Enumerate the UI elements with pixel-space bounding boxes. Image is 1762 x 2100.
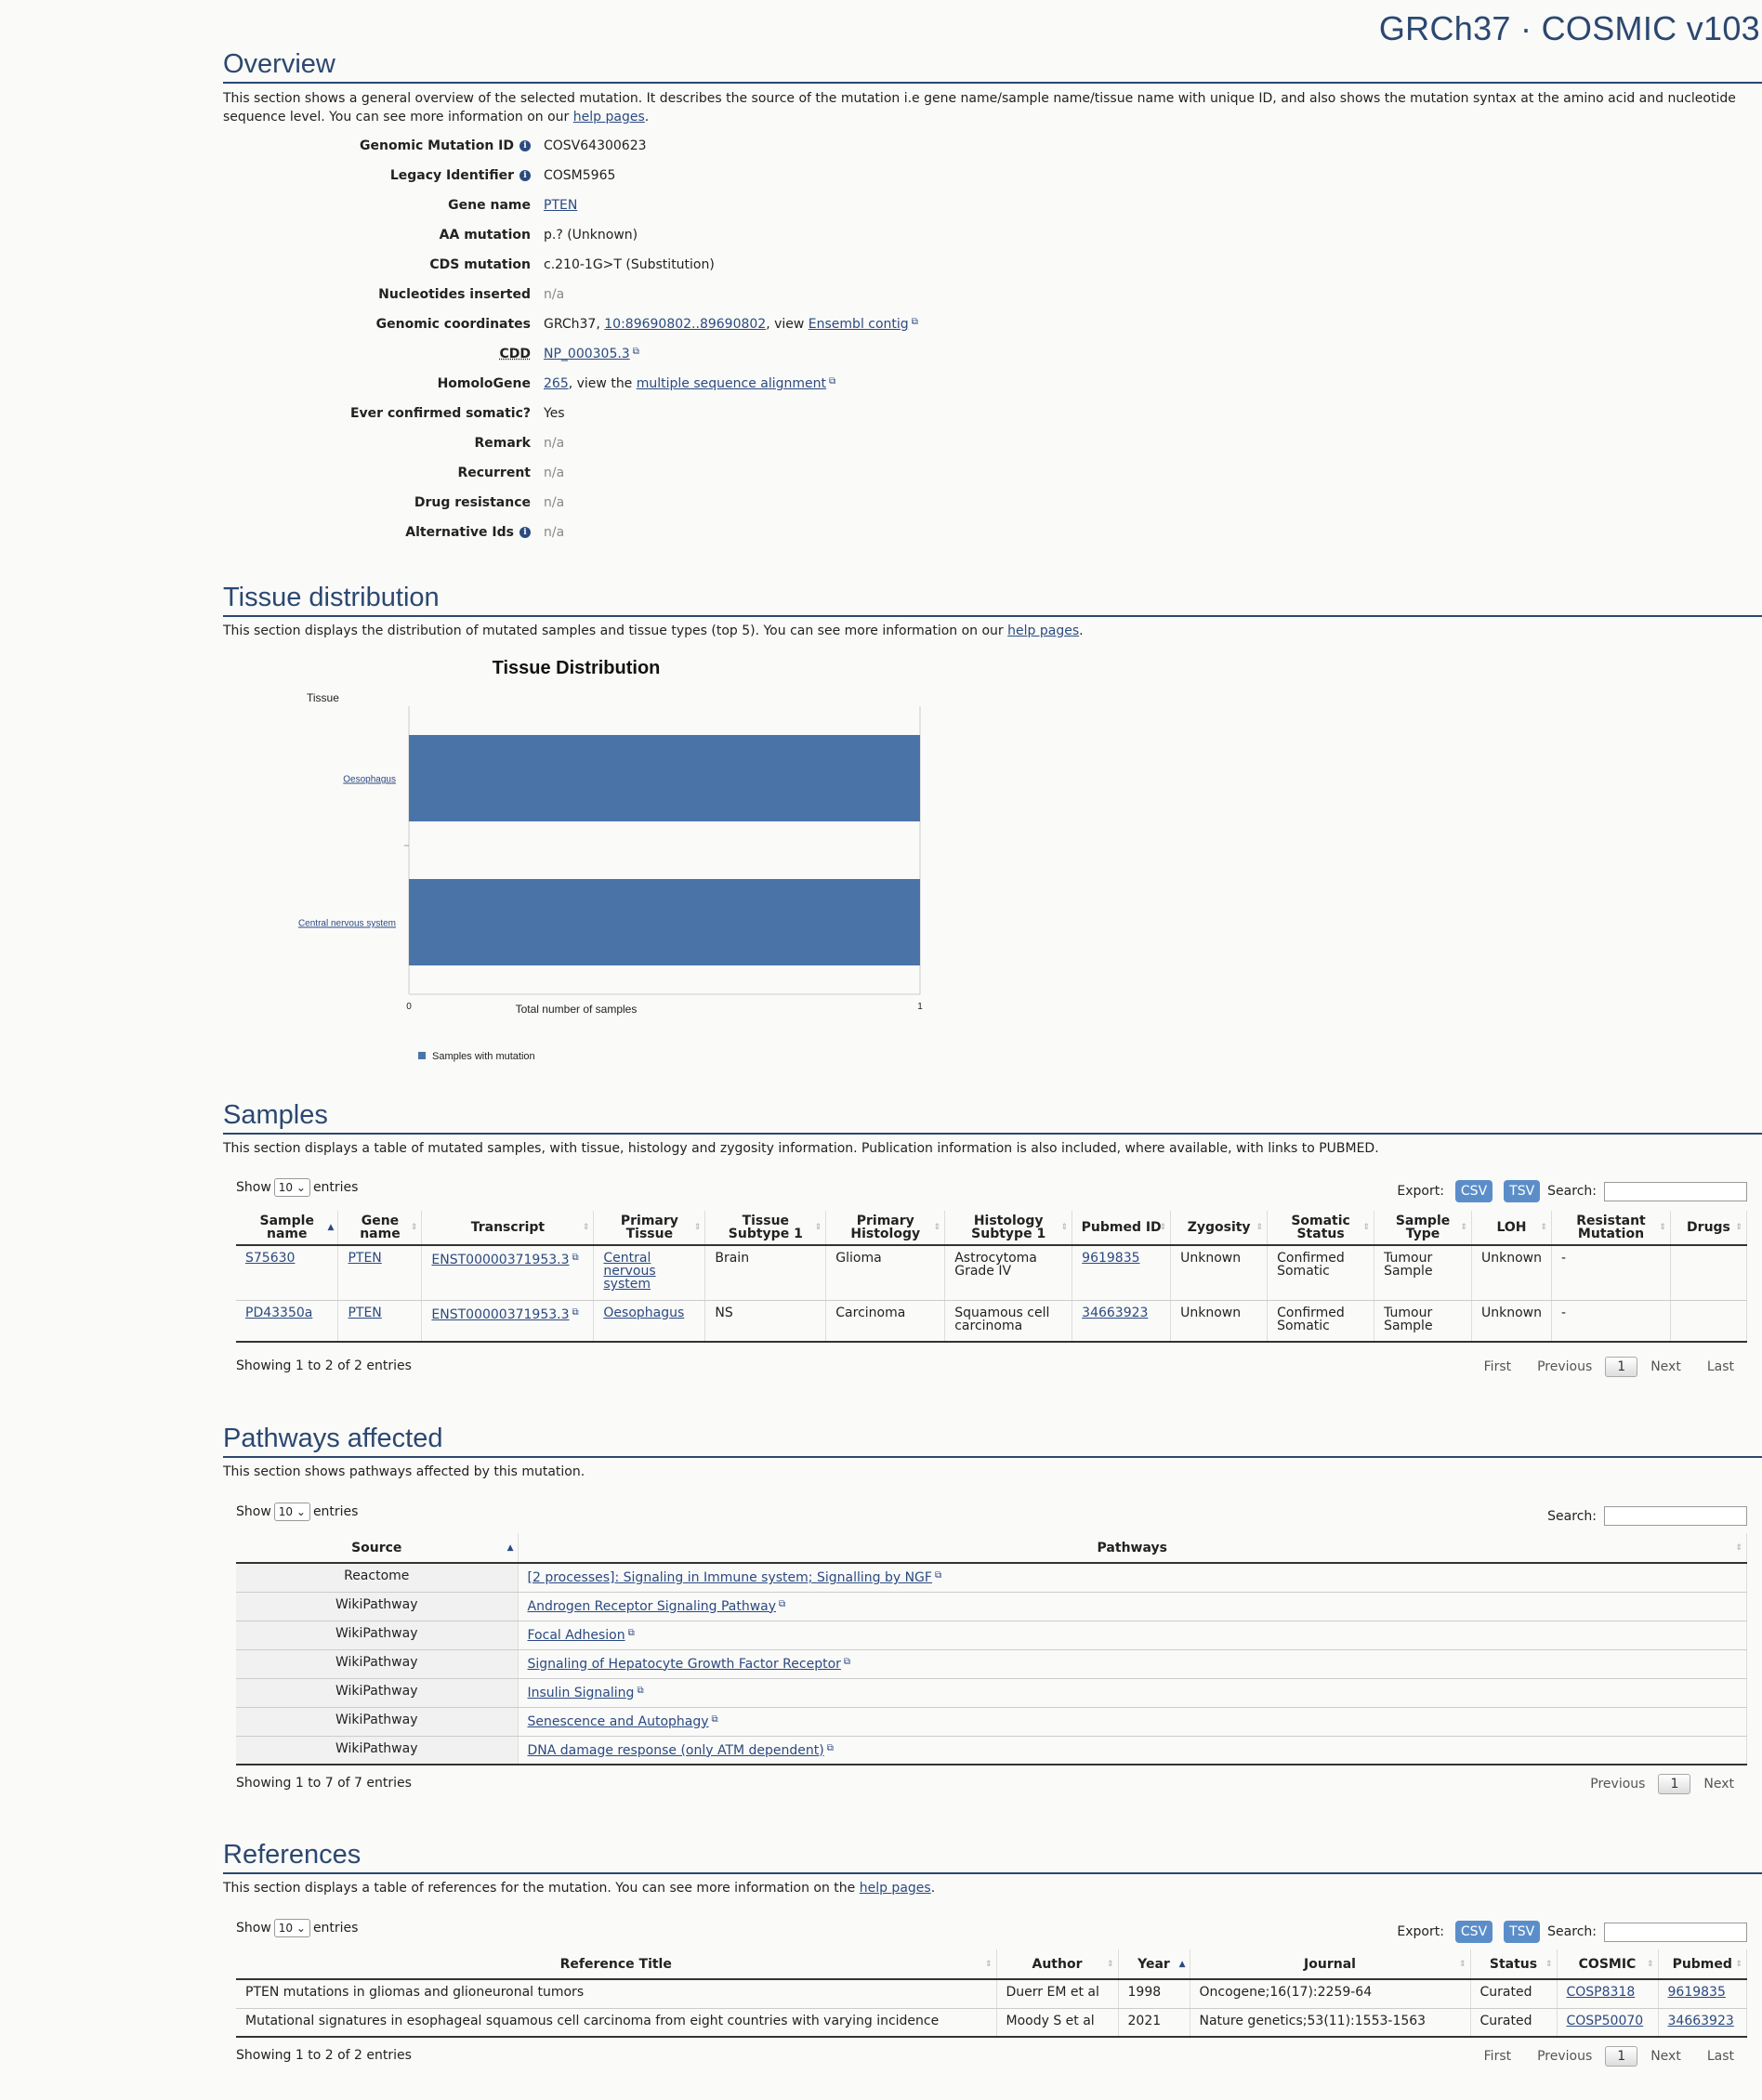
pathways-description: This section shows pathways affected by this mutation. xyxy=(223,1464,585,1479)
col-header-label: Pubmed ID xyxy=(1081,1220,1162,1235)
homologene-link[interactable]: 265 xyxy=(544,376,569,391)
csv-export-button[interactable]: CSV xyxy=(1455,1180,1492,1202)
pagination xyxy=(1471,1357,1747,1377)
pathway-link[interactable]: Senescence and Autophagy xyxy=(527,1713,709,1729)
remark-value: n/a xyxy=(544,436,565,451)
help-pages-link[interactable]: help pages xyxy=(572,110,645,125)
page-size-select[interactable]: 10 ⌄ xyxy=(274,1919,310,1937)
pathways-heading: Pathways affected xyxy=(223,1423,1762,1458)
pathway-cell xyxy=(518,1707,1747,1736)
overview-desc-text: This section shows a general overview of the selected mutation. It describes the source of the mutation i.e gene name/sample name/tissue name with unique ID, and also shows the mutation syntax at the amino acid and nucleotide sequence level. You can see more information on our xyxy=(223,91,1736,125)
search-label: Search: xyxy=(1547,1508,1597,1524)
col-header-label: Drugs xyxy=(1687,1220,1730,1235)
tsv-export-button[interactable]: TSV xyxy=(1504,1921,1540,1943)
pathways-footer xyxy=(236,1776,1747,1791)
sort-icon: ⇕ xyxy=(1646,1959,1654,1969)
col-header-label: Gene name xyxy=(360,1214,401,1241)
legend-swatch xyxy=(418,1052,426,1059)
overview-fields xyxy=(223,131,1059,547)
export-label: Export: xyxy=(1397,1184,1444,1199)
journal-cell: Oncogene;16(17):2259-64 xyxy=(1190,1979,1470,2008)
pathway-link[interactable]: Signaling of Hepatocyte Growth Factor Receptor xyxy=(527,1656,841,1672)
legacy-identifier-label xyxy=(223,168,531,183)
samples-table xyxy=(236,1211,1747,1343)
col-header[interactable] xyxy=(1072,1211,1171,1245)
entries-label: entries xyxy=(312,1921,359,1936)
pathway-cell xyxy=(518,1563,1747,1592)
pubmed-link[interactable]: 34663923 xyxy=(1082,1305,1149,1320)
legacy-identifier-value: COSM5965 xyxy=(544,168,616,183)
source-cell: WikiPathway xyxy=(236,1736,518,1765)
col-header-label: COSMIC xyxy=(1578,1956,1637,1972)
genomic-coordinates-prefix: GRCh37, xyxy=(544,317,605,332)
source-cell: WikiPathway xyxy=(236,1678,518,1707)
ever-confirmed-value: Yes xyxy=(544,406,565,421)
category-label[interactable]: Oesophagus xyxy=(343,774,396,785)
col-header[interactable] xyxy=(945,1211,1072,1245)
year-cell: 1998 xyxy=(1118,1979,1190,2008)
sort-asc-icon: ▲ xyxy=(327,1223,335,1232)
col-header-label: Tissue Subtype 1 xyxy=(728,1214,803,1241)
source-cell: WikiPathway xyxy=(236,1707,518,1736)
drugs-cell xyxy=(1670,1300,1746,1342)
col-header-label: Primary Tissue xyxy=(620,1214,678,1241)
chart-y-axis-label: Tissue xyxy=(307,691,339,704)
previous-page-button[interactable]: Previous xyxy=(1590,1777,1646,1792)
genomic-mutation-id-label-text: Genomic Mutation ID xyxy=(360,138,514,153)
ever-confirmed-label: Ever confirmed somatic? xyxy=(349,406,531,421)
col-header[interactable] xyxy=(1557,1949,1658,1979)
info-icon[interactable]: i xyxy=(519,140,531,151)
external-link-icon: ⧉ xyxy=(826,1742,834,1753)
tsv-export-button[interactable]: TSV xyxy=(1504,1180,1540,1202)
col-header[interactable] xyxy=(594,1211,705,1245)
next-page-button[interactable]: Next xyxy=(1703,1777,1734,1792)
pathway-cell xyxy=(518,1592,1747,1621)
sort-icon: ⇕ xyxy=(1735,1959,1742,1969)
current-page-button[interactable]: 1 xyxy=(1658,1774,1690,1794)
table-info: Showing 1 to 7 of 7 entries xyxy=(236,1776,412,1791)
search-label: Search: xyxy=(1547,1184,1597,1199)
genomic-mutation-id-label xyxy=(223,138,531,153)
col-header-label: Pathways xyxy=(1097,1540,1167,1555)
col-header[interactable] xyxy=(236,1949,996,1979)
col-header-label: Sample name xyxy=(259,1214,314,1241)
references-table xyxy=(236,1949,1747,2038)
sort-icon: ⇕ xyxy=(1735,1542,1742,1553)
col-header[interactable] xyxy=(338,1211,422,1245)
legacy-identifier-label-text: Legacy Identifier xyxy=(389,168,514,183)
pathway-link[interactable]: Insulin Signaling xyxy=(527,1685,635,1700)
references-toolbar xyxy=(236,1919,1747,1945)
info-icon[interactable]: i xyxy=(519,527,531,538)
external-link-icon: ⧉ xyxy=(711,1713,718,1725)
pubmed-link[interactable]: 34663923 xyxy=(1667,2013,1734,2028)
reference-title-cell: PTEN mutations in gliomas and glioneuronal tumors xyxy=(236,1979,996,2008)
table-row xyxy=(236,1592,1747,1621)
samples-description: This section displays a table of mutated samples, with tissue, histology and zygosity information. Publication information is also included, where available, with links to PUBMED. xyxy=(223,1141,1379,1156)
last-page-button[interactable]: Last xyxy=(1706,1359,1734,1374)
page-size-value: 10 xyxy=(278,1181,294,1194)
somatic-status-cell: Confirmed Somatic xyxy=(1268,1300,1374,1342)
pathway-link[interactable]: [2 processes]: Signaling in Immune system; Signalling by NGF xyxy=(527,1570,932,1585)
sample-link[interactable]: S75630 xyxy=(245,1251,296,1266)
next-page-button[interactable]: Next xyxy=(1650,2049,1681,2064)
col-header[interactable] xyxy=(236,1211,338,1245)
first-page-button[interactable]: First xyxy=(1483,2049,1512,2064)
table-row xyxy=(236,1621,1747,1649)
table-row xyxy=(236,1563,1747,1592)
col-header-label: Histology Subtype 1 xyxy=(971,1214,1046,1241)
transcript-link[interactable]: ENST00000371953.3 xyxy=(431,1253,570,1267)
cds-mutation-label: CDS mutation xyxy=(429,257,531,272)
tissue-description xyxy=(223,622,1747,640)
primary-tissue-link[interactable]: Central nervous system xyxy=(603,1251,656,1292)
col-header[interactable] xyxy=(705,1211,826,1245)
current-page-button[interactable]: 1 xyxy=(1605,2046,1637,2067)
first-page-button[interactable]: First xyxy=(1483,1359,1512,1374)
tissue-subtype-cell: NS xyxy=(705,1300,826,1342)
col-header[interactable] xyxy=(1171,1211,1268,1245)
col-header[interactable] xyxy=(236,1533,518,1563)
pathway-cell xyxy=(518,1736,1747,1765)
sort-icon: ⇕ xyxy=(984,1959,993,1969)
entries-label: entries xyxy=(312,1504,359,1519)
x-tick-label: 0 xyxy=(406,1002,412,1012)
sequence-alignment-link[interactable]: multiple sequence alignment xyxy=(636,376,827,391)
status-cell: Curated xyxy=(1470,2008,1557,2037)
tissue-desc-end: . xyxy=(1079,623,1084,638)
next-page-button[interactable]: Next xyxy=(1650,1359,1681,1374)
sort-icon: ⇕ xyxy=(582,1223,590,1232)
zygosity-cell: Unknown xyxy=(1171,1300,1268,1342)
sort-icon: ⇕ xyxy=(1460,1223,1468,1232)
col-header-label: Sample Type xyxy=(1395,1214,1451,1241)
genomic-mutation-id-value: COSV64300623 xyxy=(544,138,647,153)
build-version-title: GRCh37 · COSMIC v103 xyxy=(1378,9,1760,47)
ensembl-contig-link[interactable]: Ensembl contig xyxy=(808,317,909,332)
col-header-label: Source xyxy=(351,1540,402,1555)
export-label: Export: xyxy=(1397,1924,1444,1939)
references-footer xyxy=(236,2048,1747,2063)
references-desc-text: This section displays a table of references for the mutation. You can see more information on the xyxy=(223,1881,860,1896)
gene-link[interactable]: PTEN xyxy=(348,1251,382,1266)
last-page-button[interactable]: Last xyxy=(1706,2049,1734,2064)
histology-subtype-cell: Astrocytoma Grade IV xyxy=(945,1245,1072,1300)
col-header-label: LOH xyxy=(1496,1220,1527,1235)
pathway-cell xyxy=(518,1649,1747,1678)
help-pages-link[interactable]: help pages xyxy=(1007,623,1080,638)
col-header[interactable] xyxy=(1374,1211,1472,1245)
genomic-coordinates-value xyxy=(531,317,918,332)
show-label: Show xyxy=(236,1180,271,1195)
current-page-button[interactable]: 1 xyxy=(1605,1357,1637,1377)
table-row xyxy=(236,1736,1747,1765)
search-label: Search: xyxy=(1547,1924,1597,1939)
pathways-toolbar xyxy=(236,1503,1747,1529)
histology-subtype-cell: Squamous cell carcinoma xyxy=(945,1300,1072,1342)
primary-histology-cell: Glioma xyxy=(826,1245,945,1300)
external-link-icon: ⧉ xyxy=(843,1656,851,1667)
entries-label: entries xyxy=(312,1180,359,1195)
table-row xyxy=(236,1245,1747,1300)
tissue-desc-text: This section displays the distribution of mutated samples and tissue types (top 5). You can see more information on our xyxy=(223,623,1008,638)
show-label: Show xyxy=(236,1921,271,1936)
table-row xyxy=(236,2008,1747,2037)
tissue-distribution-chart xyxy=(223,650,948,1078)
table-row xyxy=(236,1649,1747,1678)
sort-asc-icon: ▲ xyxy=(506,1542,514,1553)
source-cell: WikiPathway xyxy=(236,1621,518,1649)
homologene-mid: , view the xyxy=(568,376,637,391)
recurrent-label: Recurrent xyxy=(457,466,531,480)
external-link-icon: ⧉ xyxy=(637,1685,644,1696)
chart-x-axis-label: Total number of samples xyxy=(515,1003,638,1016)
genomic-coordinates-mid: , view xyxy=(766,317,809,332)
external-link-icon: ⧉ xyxy=(627,1627,635,1638)
recurrent-value: n/a xyxy=(544,466,565,480)
source-cell: Reactome xyxy=(236,1563,518,1592)
pathway-link[interactable]: DNA damage response (only ATM dependent) xyxy=(527,1742,824,1758)
author-cell: Moody S et al xyxy=(996,2008,1118,2037)
col-header-label: Transcript xyxy=(470,1220,546,1235)
gene-name-label: Gene name xyxy=(448,198,531,213)
alternative-ids-label-text: Alternative Ids xyxy=(405,525,514,540)
genomic-coordinates-label: Genomic coordinates xyxy=(375,317,531,332)
page-size-select[interactable]: 10 ⌄ xyxy=(274,1178,310,1197)
zygosity-cell: Unknown xyxy=(1171,1245,1268,1300)
page-size-select[interactable]: 10 ⌄ xyxy=(274,1503,310,1521)
primary-histology-cell: Carcinoma xyxy=(826,1300,945,1342)
sample-link[interactable]: PD43350a xyxy=(245,1305,313,1320)
page-size-value: 10 xyxy=(278,1505,294,1518)
col-header-label: Somatic Status xyxy=(1291,1214,1350,1241)
cosmic-link[interactable]: COSP8318 xyxy=(1566,1985,1636,2000)
sort-icon: ⇕ xyxy=(693,1223,702,1232)
alternative-ids-value: n/a xyxy=(544,525,565,540)
coordinates-link[interactable]: 10:89690802..89690802 xyxy=(604,317,767,332)
bar-central-nervous-system[interactable] xyxy=(409,879,920,965)
external-link-icon: ⧉ xyxy=(779,1598,786,1609)
sort-asc-icon: ▲ xyxy=(1178,1959,1186,1969)
table-header-row xyxy=(236,1533,1747,1563)
samples-heading: Samples xyxy=(223,1099,1762,1135)
col-header-label: Year xyxy=(1137,1956,1170,1972)
col-header[interactable] xyxy=(826,1211,945,1245)
table-row xyxy=(236,1979,1747,2008)
sample-type-cell: Tumour Sample xyxy=(1374,1300,1472,1342)
category-label[interactable]: Central nervous system xyxy=(297,918,396,929)
pathways-table xyxy=(236,1533,1747,1765)
table-row xyxy=(236,1678,1747,1707)
references-description xyxy=(223,1879,1747,1897)
col-header[interactable] xyxy=(1470,1949,1557,1979)
table-row xyxy=(236,1300,1747,1342)
x-tick-label: 1 xyxy=(917,1002,923,1012)
gene-link[interactable]: PTEN xyxy=(348,1305,382,1320)
external-link-icon: ⧉ xyxy=(572,1306,579,1318)
resistant-mutation-cell: - xyxy=(1552,1300,1671,1342)
remark-label: Remark xyxy=(474,436,531,451)
external-link-icon: ⧉ xyxy=(829,376,836,387)
col-header-label: Journal xyxy=(1304,1956,1356,1972)
pagination xyxy=(1577,1774,1747,1794)
col-header[interactable] xyxy=(422,1211,594,1245)
search-input[interactable] xyxy=(1604,1182,1747,1201)
col-header[interactable] xyxy=(1190,1949,1470,1979)
bar-oesophagus[interactable] xyxy=(409,735,920,821)
sort-icon: ⇕ xyxy=(1458,1959,1466,1969)
sort-icon: ⇕ xyxy=(814,1223,822,1232)
table-info: Showing 1 to 2 of 2 entries xyxy=(236,1358,412,1373)
overview-desc-end: . xyxy=(644,110,650,125)
sort-icon: ⇕ xyxy=(1159,1223,1167,1232)
col-header[interactable] xyxy=(1658,1949,1747,1979)
drug-resistance-label: Drug resistance xyxy=(414,495,531,510)
alternative-ids-label xyxy=(223,525,531,540)
source-cell: WikiPathway xyxy=(236,1649,518,1678)
references-desc-end: . xyxy=(930,1881,936,1896)
table-header-row xyxy=(236,1211,1747,1245)
cosmic-link[interactable]: COSP50070 xyxy=(1566,2013,1644,2028)
csv-export-button[interactable]: CSV xyxy=(1455,1921,1492,1943)
journal-cell: Nature genetics;53(11):1553-1563 xyxy=(1190,2008,1470,2037)
pathway-link[interactable]: Focal Adhesion xyxy=(527,1627,625,1643)
status-cell: Curated xyxy=(1470,1979,1557,2008)
col-header-label: Zygosity xyxy=(1187,1220,1251,1235)
col-header[interactable] xyxy=(1118,1949,1190,1979)
sort-icon: ⇕ xyxy=(1362,1223,1371,1232)
drugs-cell xyxy=(1670,1245,1746,1300)
reference-title-cell: Mutational signatures in esophageal squamous cell carcinoma from eight countries with varying incidence xyxy=(236,2008,996,2037)
cdd-label: CDD xyxy=(499,347,531,361)
sort-icon: ⇕ xyxy=(1256,1223,1264,1232)
previous-page-button[interactable]: Previous xyxy=(1537,1359,1593,1374)
info-icon[interactable]: i xyxy=(519,170,531,181)
drug-resistance-value: n/a xyxy=(544,495,565,510)
somatic-status-cell: Confirmed Somatic xyxy=(1268,1245,1374,1300)
col-header[interactable] xyxy=(1670,1211,1746,1245)
page-size-value: 10 xyxy=(278,1922,294,1935)
loh-cell: Unknown xyxy=(1472,1300,1552,1342)
col-header-label: Author xyxy=(1032,1956,1083,1972)
nucleotides-inserted-value: n/a xyxy=(544,287,565,302)
search-input[interactable] xyxy=(1604,1506,1747,1526)
legend-label: Samples with mutation xyxy=(432,1051,535,1062)
sort-icon: ⇕ xyxy=(1735,1223,1742,1232)
overview-heading: Overview xyxy=(223,48,1762,84)
external-link-icon: ⧉ xyxy=(911,317,918,327)
sort-icon: ⇕ xyxy=(1106,1959,1114,1969)
year-cell: 2021 xyxy=(1118,2008,1190,2037)
show-label: Show xyxy=(236,1504,271,1519)
sample-type-cell: Tumour Sample xyxy=(1374,1245,1472,1300)
loh-cell: Unknown xyxy=(1472,1245,1552,1300)
aa-mutation-value: p.? (Unknown) xyxy=(544,228,638,243)
samples-toolbar xyxy=(236,1178,1747,1204)
aa-mutation-label: AA mutation xyxy=(439,228,531,243)
sort-icon: ⇕ xyxy=(1540,1223,1548,1232)
help-pages-link[interactable]: help pages xyxy=(859,1881,931,1896)
chart-title: Tissue Distribution xyxy=(492,658,661,678)
col-header[interactable] xyxy=(1552,1211,1671,1245)
col-header-label: Reference Title xyxy=(559,1956,672,1972)
references-heading: References xyxy=(223,1839,1762,1874)
pathway-cell xyxy=(518,1621,1747,1649)
search-input[interactable] xyxy=(1604,1923,1747,1942)
cds-mutation-value: c.210-1G>T (Substitution) xyxy=(544,257,715,272)
table-header-row xyxy=(236,1949,1747,1979)
sort-icon: ⇕ xyxy=(1545,1959,1553,1969)
external-link-icon: ⧉ xyxy=(934,1570,942,1581)
pagination xyxy=(1471,2046,1747,2067)
pubmed-link[interactable]: 9619835 xyxy=(1082,1251,1140,1266)
table-row xyxy=(236,1707,1747,1736)
col-header-label: Status xyxy=(1489,1956,1538,1972)
nucleotides-inserted-label: Nucleotides inserted xyxy=(378,287,531,302)
homologene-label: HomoloGene xyxy=(437,376,531,391)
previous-page-button[interactable]: Previous xyxy=(1537,2049,1593,2064)
external-link-icon: ⧉ xyxy=(632,347,639,357)
sort-icon: ⇕ xyxy=(1060,1223,1069,1232)
sort-icon: ⇕ xyxy=(1659,1223,1666,1232)
overview-description xyxy=(223,89,1747,126)
col-header-label: Primary Histology xyxy=(850,1214,921,1241)
primary-tissue-link[interactable]: Oesophagus xyxy=(603,1305,685,1320)
sort-icon: ⇕ xyxy=(410,1223,418,1232)
pubmed-link[interactable]: 9619835 xyxy=(1667,1985,1726,2000)
col-header[interactable] xyxy=(1472,1211,1552,1245)
col-header[interactable] xyxy=(518,1533,1747,1563)
col-header-label: Pubmed xyxy=(1672,1956,1732,1972)
tissue-subtype-cell: Brain xyxy=(705,1245,826,1300)
transcript-link[interactable]: ENST00000371953.3 xyxy=(431,1306,570,1322)
gene-name-link[interactable]: PTEN xyxy=(544,198,578,213)
samples-footer xyxy=(236,1358,1747,1373)
pathway-link[interactable]: Androgen Receptor Signaling Pathway xyxy=(527,1598,777,1614)
col-header[interactable] xyxy=(1268,1211,1374,1245)
author-cell: Duerr EM et al xyxy=(996,1979,1118,2008)
table-info: Showing 1 to 2 of 2 entries xyxy=(236,2048,412,2063)
tissue-heading: Tissue distribution xyxy=(223,582,1762,617)
source-cell: WikiPathway xyxy=(236,1592,518,1621)
pathway-cell xyxy=(518,1678,1747,1707)
col-header[interactable] xyxy=(996,1949,1118,1979)
col-header-label: Resistant Mutation xyxy=(1576,1214,1646,1241)
resistant-mutation-cell: - xyxy=(1552,1245,1671,1300)
cdd-link[interactable]: NP_000305.3 xyxy=(544,347,630,361)
external-link-icon: ⧉ xyxy=(572,1253,579,1263)
sort-icon: ⇕ xyxy=(933,1223,941,1232)
